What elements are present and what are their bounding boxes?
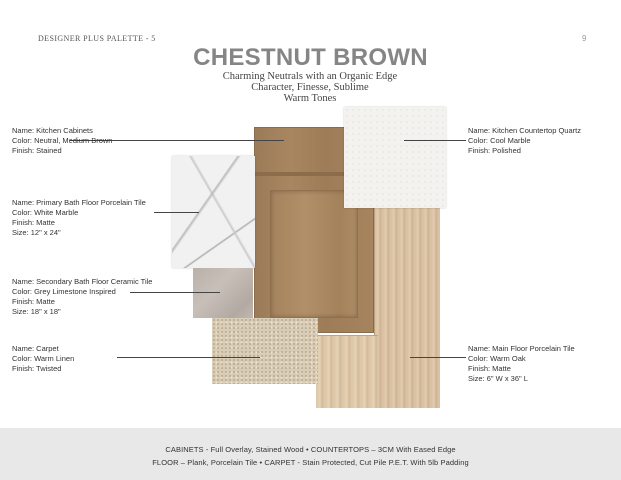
primary-bath-name: Name: Primary Bath Floor Porcelain Tile (12, 198, 146, 207)
primary-bath-leader-line (154, 212, 199, 213)
subtitle-line-3: Warm Tones (283, 93, 337, 104)
kitchen-cabinets-color: Color: Neutral, Medium Brown (12, 136, 113, 145)
carpet-name: Name: Carpet (12, 344, 59, 353)
page-title: CHESTNUT BROWN (193, 44, 428, 71)
subtitle-line-2: Character, Finesse, Sublime (251, 82, 369, 93)
main-floor-finish: Finish: Matte (468, 364, 511, 373)
footer-line-2: FLOOR – Plank, Porcelain Tile • CARPET - Stain Protected, Cut Pile P.E.T. With 5lb Padding (152, 458, 469, 467)
secondary-bath-size: Size: 18" x 18" (12, 307, 61, 316)
main-floor-oak-plank-swatch (316, 335, 378, 408)
main-floor-leader-line (410, 357, 466, 358)
secondary-bath-color: Color: Grey Limestone Inspired (12, 287, 116, 296)
carpet-color: Color: Warm Linen (12, 354, 75, 363)
countertop-leader-line (404, 140, 466, 141)
carpet-swatch (212, 318, 318, 384)
main-floor-label (468, 344, 575, 384)
primary-bath-size: Size: 12" x 24" (12, 228, 61, 237)
main-floor-color: Color: Warm Oak (468, 354, 526, 363)
carpet-leader-line (117, 357, 260, 358)
palette-label: DESIGNER PLUS PALETTE - 5 (38, 34, 156, 43)
footer-bar (0, 428, 621, 480)
secondary-bath-finish: Finish: Matte (12, 297, 55, 306)
main-floor-name: Name: Main Floor Porcelain Tile (468, 344, 575, 353)
secondary-bath-label (12, 277, 152, 317)
kitchen-cabinets-finish: Finish: Stained (12, 146, 62, 155)
primary-bath-finish: Finish: Matte (12, 218, 55, 227)
primary-bath-color: Color: White Marble (12, 208, 79, 217)
secondary-bath-limestone-swatch (193, 268, 253, 318)
countertop-quartz-swatch (344, 107, 446, 208)
secondary-bath-name: Name: Secondary Bath Floor Ceramic Tile (12, 277, 153, 286)
main-floor-size: Size: 6" W x 36" L (468, 374, 528, 383)
primary-bath-label (12, 198, 146, 238)
countertop-label (468, 126, 581, 156)
kitchen-cabinets-name: Name: Kitchen Cabinets (12, 126, 93, 135)
carpet-finish: Finish: Twisted (12, 364, 62, 373)
cabinet-door-panel (270, 190, 358, 318)
subtitle-line-1: Charming Neutrals with an Organic Edge (222, 71, 398, 82)
countertop-finish: Finish: Polished (468, 146, 521, 155)
footer-line-1: CABINETS - Full Overlay, Stained Wood • COUNTERTOPS – 3CM With Eased Edge (165, 445, 456, 454)
kitchen-cabinets-label (12, 126, 112, 156)
countertop-color: Color: Cool Marble (468, 136, 531, 145)
page-number: 9 (582, 34, 587, 43)
main-floor-oak-swatch (374, 208, 440, 408)
carpet-label (12, 344, 74, 374)
countertop-name: Name: Kitchen Countertop Quartz (468, 126, 581, 135)
